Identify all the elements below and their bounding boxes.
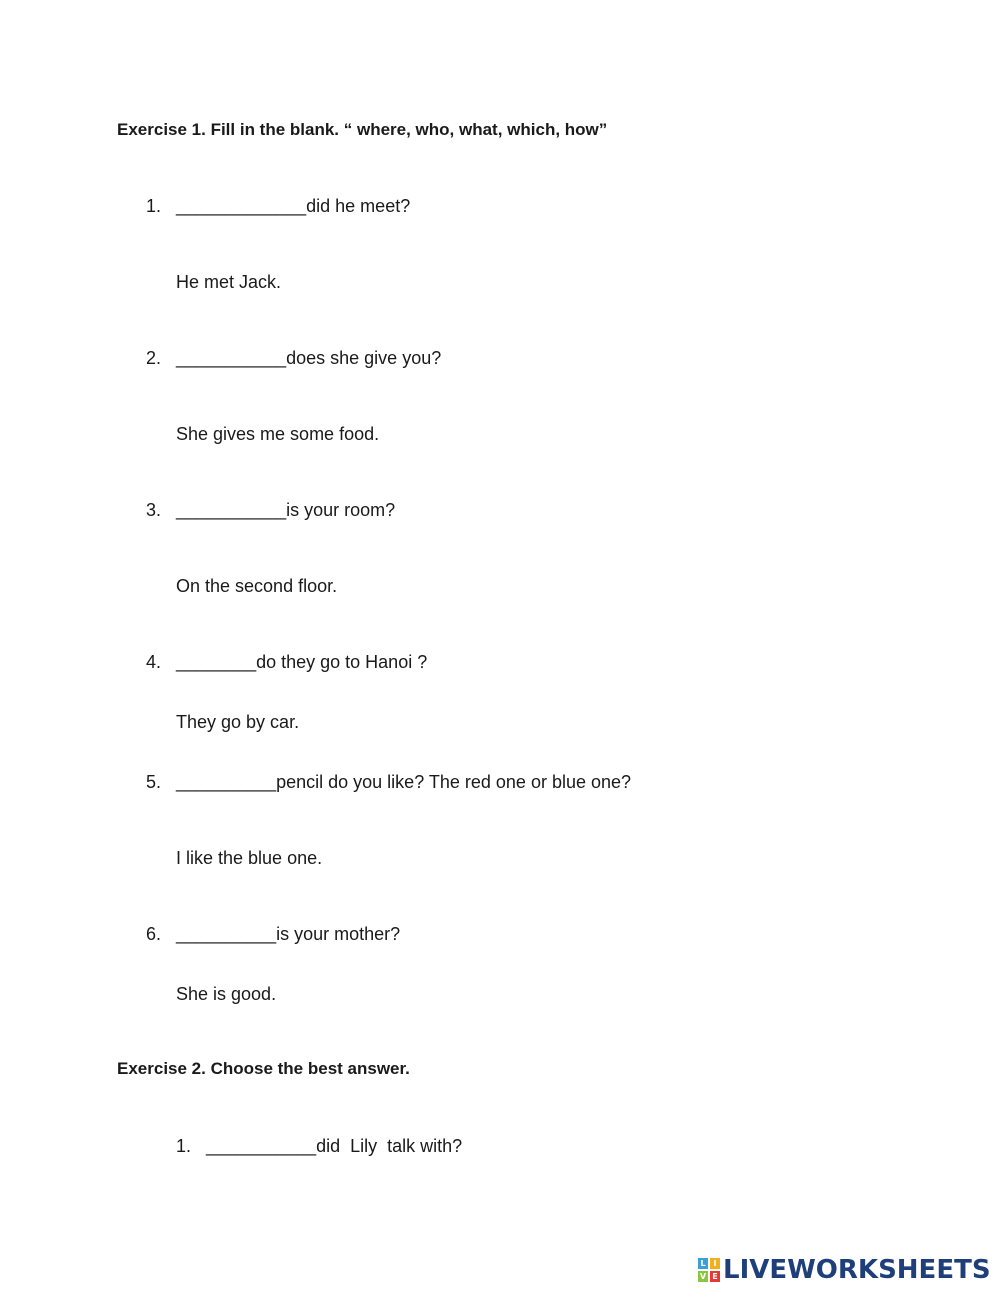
- answer-text: On the second floor.: [176, 576, 338, 596]
- logo-block: E: [710, 1271, 720, 1282]
- exercise2-title: Exercise 2. Choose the best answer.: [117, 1059, 410, 1078]
- question-text: ___________does she give you?: [176, 348, 442, 368]
- answer-text: They go by car.: [176, 712, 300, 732]
- item-number: 1.: [146, 196, 162, 216]
- item-number: 4.: [146, 652, 162, 672]
- question-text: ___________did Lily talk with?: [206, 1136, 463, 1156]
- logo-block: V: [699, 1272, 707, 1281]
- question-text: __________pencil do you like? The red one or blue one?: [176, 772, 632, 792]
- item-number: 2.: [146, 348, 162, 368]
- question-text: ________do they go to Hanoi ?: [176, 652, 428, 672]
- logo-text: LIVEWORKSHEETS: [723, 1255, 991, 1285]
- logo-block: L: [698, 1258, 708, 1269]
- question-text: _____________did he meet?: [176, 196, 411, 216]
- answer-text: She is good.: [176, 984, 277, 1004]
- answer-text: He met Jack.: [176, 272, 282, 292]
- logo-block: I: [710, 1258, 720, 1269]
- logo-blocks-icon: [698, 1258, 720, 1282]
- question-text: ___________is your room?: [176, 500, 396, 520]
- item-number: 6.: [146, 924, 162, 944]
- item-number: 1.: [176, 1136, 192, 1156]
- exercise1-title: Exercise 1. Fill in the blank. “ where, who, what, which, how”: [117, 120, 608, 139]
- answer-text: I like the blue one.: [176, 848, 323, 868]
- answer-text: She gives me some food.: [176, 424, 380, 444]
- question-text: __________is your mother?: [176, 924, 401, 944]
- item-number: 3.: [146, 500, 162, 520]
- liveworksheets-logo: [698, 1256, 991, 1284]
- item-number: 5.: [146, 772, 162, 792]
